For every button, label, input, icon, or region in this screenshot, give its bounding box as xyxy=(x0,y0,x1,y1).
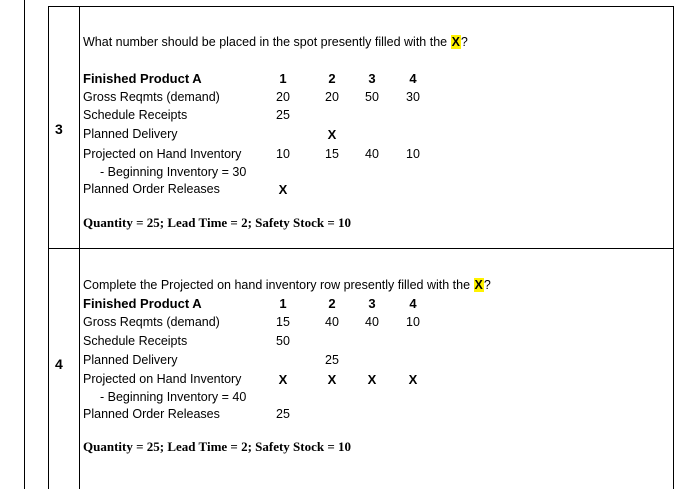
question-lead: Complete the Projected on hand inventory row presently filled with the xyxy=(83,278,474,292)
question-lead: What number should be placed in the spot presently filled with the xyxy=(83,35,451,49)
highlighted-x: X xyxy=(451,35,460,49)
onhand-4: 10 xyxy=(406,147,420,161)
gross-2: 40 xyxy=(325,315,339,329)
gross-1: 20 xyxy=(276,90,290,104)
onhand-label: Projected on Hand Inventory xyxy=(83,372,242,386)
question-text xyxy=(83,35,468,49)
onhand-4: X xyxy=(408,372,418,387)
parameters-footer: Quantity = 25; Lead Time = 2; Safety Stock = 10 xyxy=(83,439,352,454)
gross-4: 30 xyxy=(406,90,420,104)
releases-label: Planned Order Releases xyxy=(83,182,220,196)
period-4: 4 xyxy=(409,296,417,311)
top-border xyxy=(48,6,674,7)
row-divider xyxy=(48,248,674,249)
onhand-2: X xyxy=(327,372,337,387)
problem-number: 4 xyxy=(55,356,63,372)
period-4: 4 xyxy=(409,71,417,86)
gross-3: 40 xyxy=(365,315,379,329)
parameters-footer: Quantity = 25; Lead Time = 2; Safety Stock = 10 xyxy=(83,215,352,230)
period-3: 3 xyxy=(368,71,376,86)
gross-label: Gross Reqmts (demand) xyxy=(83,90,220,104)
onhand-3: 40 xyxy=(365,147,379,161)
beginning-inventory: - Beginning Inventory = 30 xyxy=(100,165,247,179)
releases-1: 25 xyxy=(276,407,290,421)
receipts-1: 25 xyxy=(276,108,290,122)
onhand-2: 15 xyxy=(325,147,339,161)
product-label: Finished Product A xyxy=(83,296,202,311)
releases-1: X xyxy=(278,182,288,197)
period-2: 2 xyxy=(328,296,336,311)
question-end: ? xyxy=(460,35,468,49)
left-border xyxy=(24,0,25,489)
number-column-left-border xyxy=(48,6,49,489)
onhand-label: Projected on Hand Inventory xyxy=(83,147,242,161)
period-1: 1 xyxy=(279,71,287,86)
receipts-label: Schedule Receipts xyxy=(83,334,188,348)
beginning-inventory: - Beginning Inventory = 40 xyxy=(100,390,247,404)
planned-2: X xyxy=(327,127,337,142)
highlighted-x: X xyxy=(474,278,483,292)
onhand-1: 10 xyxy=(276,147,290,161)
period-3: 3 xyxy=(368,296,376,311)
product-label: Finished Product A xyxy=(83,71,202,86)
planned-label: Planned Delivery xyxy=(83,127,178,141)
period-2: 2 xyxy=(328,71,336,86)
problem-number: 3 xyxy=(55,121,63,137)
gross-1: 15 xyxy=(276,315,290,329)
receipts-1: 50 xyxy=(276,334,290,348)
releases-label: Planned Order Releases xyxy=(83,407,220,421)
planned-label: Planned Delivery xyxy=(83,353,178,367)
question-text xyxy=(83,278,491,292)
gross-label: Gross Reqmts (demand) xyxy=(83,315,220,329)
gross-3: 50 xyxy=(365,90,379,104)
gross-4: 10 xyxy=(406,315,420,329)
onhand-1: X xyxy=(278,372,288,387)
question-end: ? xyxy=(483,278,491,292)
receipts-label: Schedule Receipts xyxy=(83,108,188,122)
planned-2: 25 xyxy=(325,353,339,367)
onhand-3: X xyxy=(367,372,377,387)
gross-2: 20 xyxy=(325,90,339,104)
period-1: 1 xyxy=(279,296,287,311)
